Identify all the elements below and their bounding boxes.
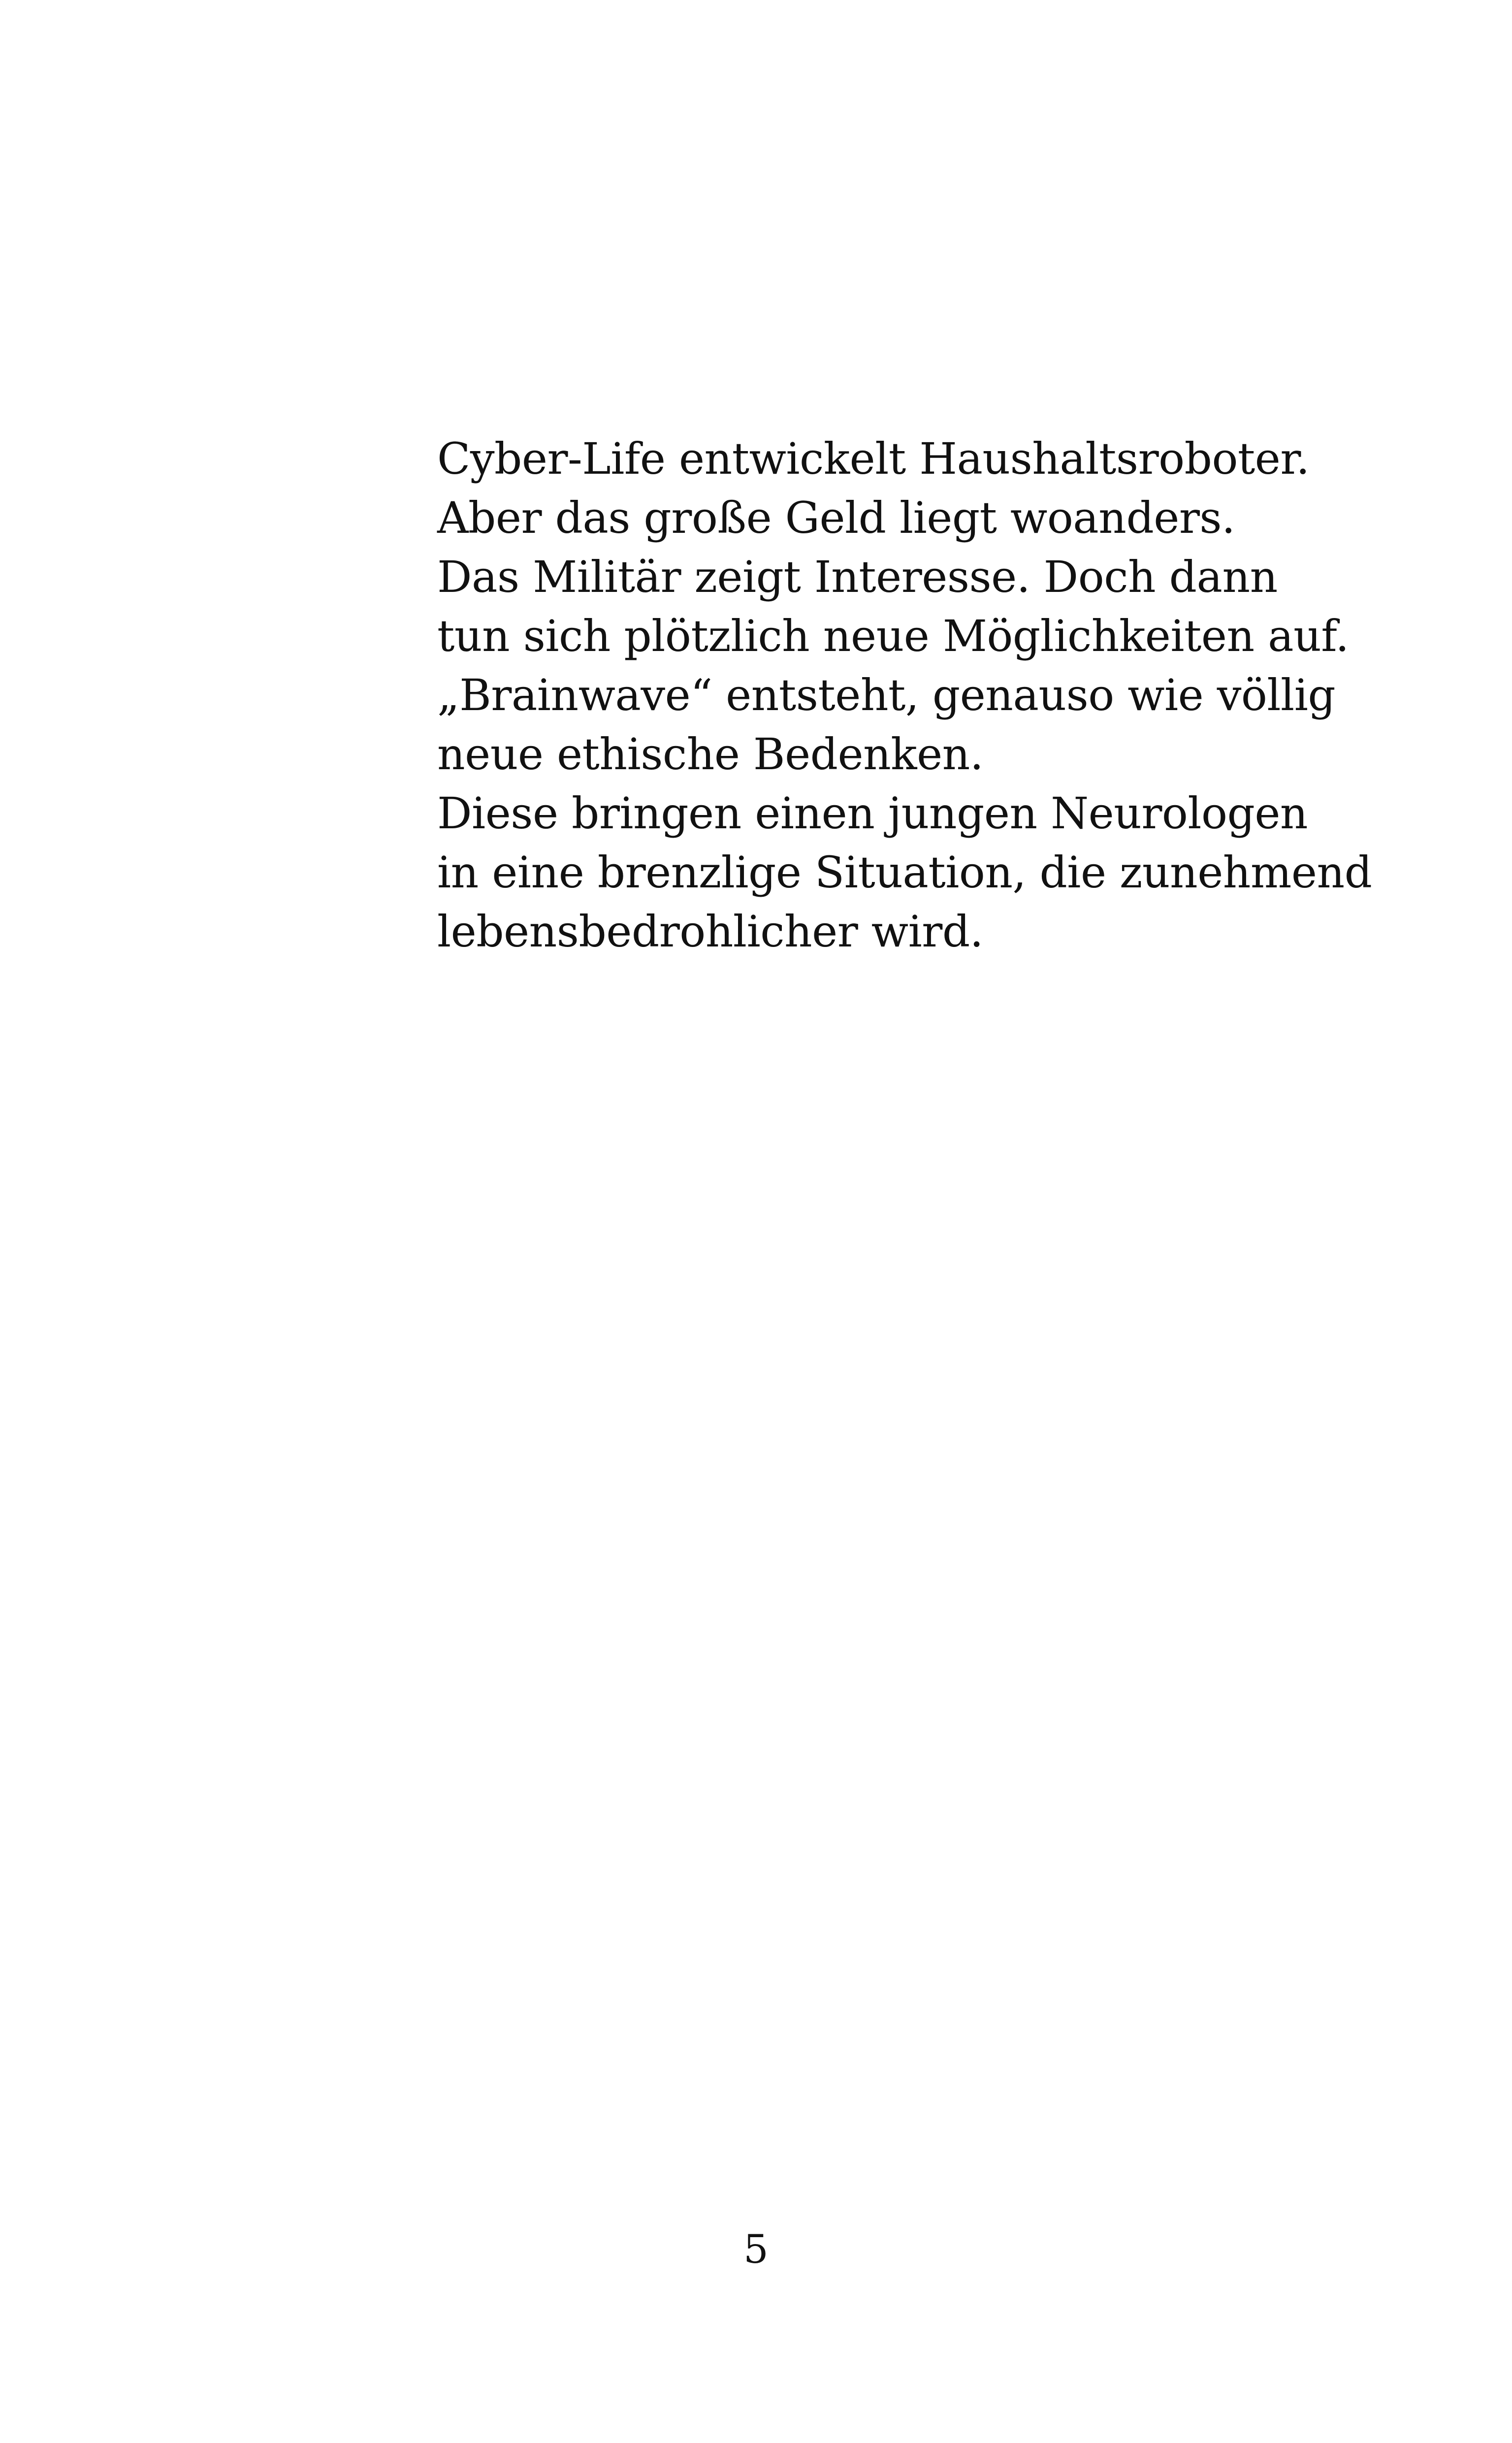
text-line: Aber das große Geld liegt woanders. bbox=[437, 492, 1235, 543]
text-line: lebensbedrohlicher wird. bbox=[437, 906, 984, 957]
text-line: Cyber-Life entwickelt Haushaltsroboter. bbox=[437, 433, 1310, 484]
text-line: Das Militär zeigt Interesse. Doch dann bbox=[437, 552, 1278, 602]
text-line: Diese bringen einen jungen Neurologen bbox=[437, 788, 1308, 839]
text-line: in eine brenzlige Situation, die zunehmend bbox=[437, 847, 1372, 898]
blurb-paragraph bbox=[437, 429, 1373, 961]
text-line: „Brainwave“ entsteht, genauso wie völlig bbox=[437, 670, 1336, 720]
page-number: 5 bbox=[743, 2226, 769, 2272]
text-line: neue ethische Bedenken. bbox=[437, 729, 984, 780]
text-line: tun sich plötzlich neue Möglichkeiten auf. bbox=[437, 611, 1349, 661]
